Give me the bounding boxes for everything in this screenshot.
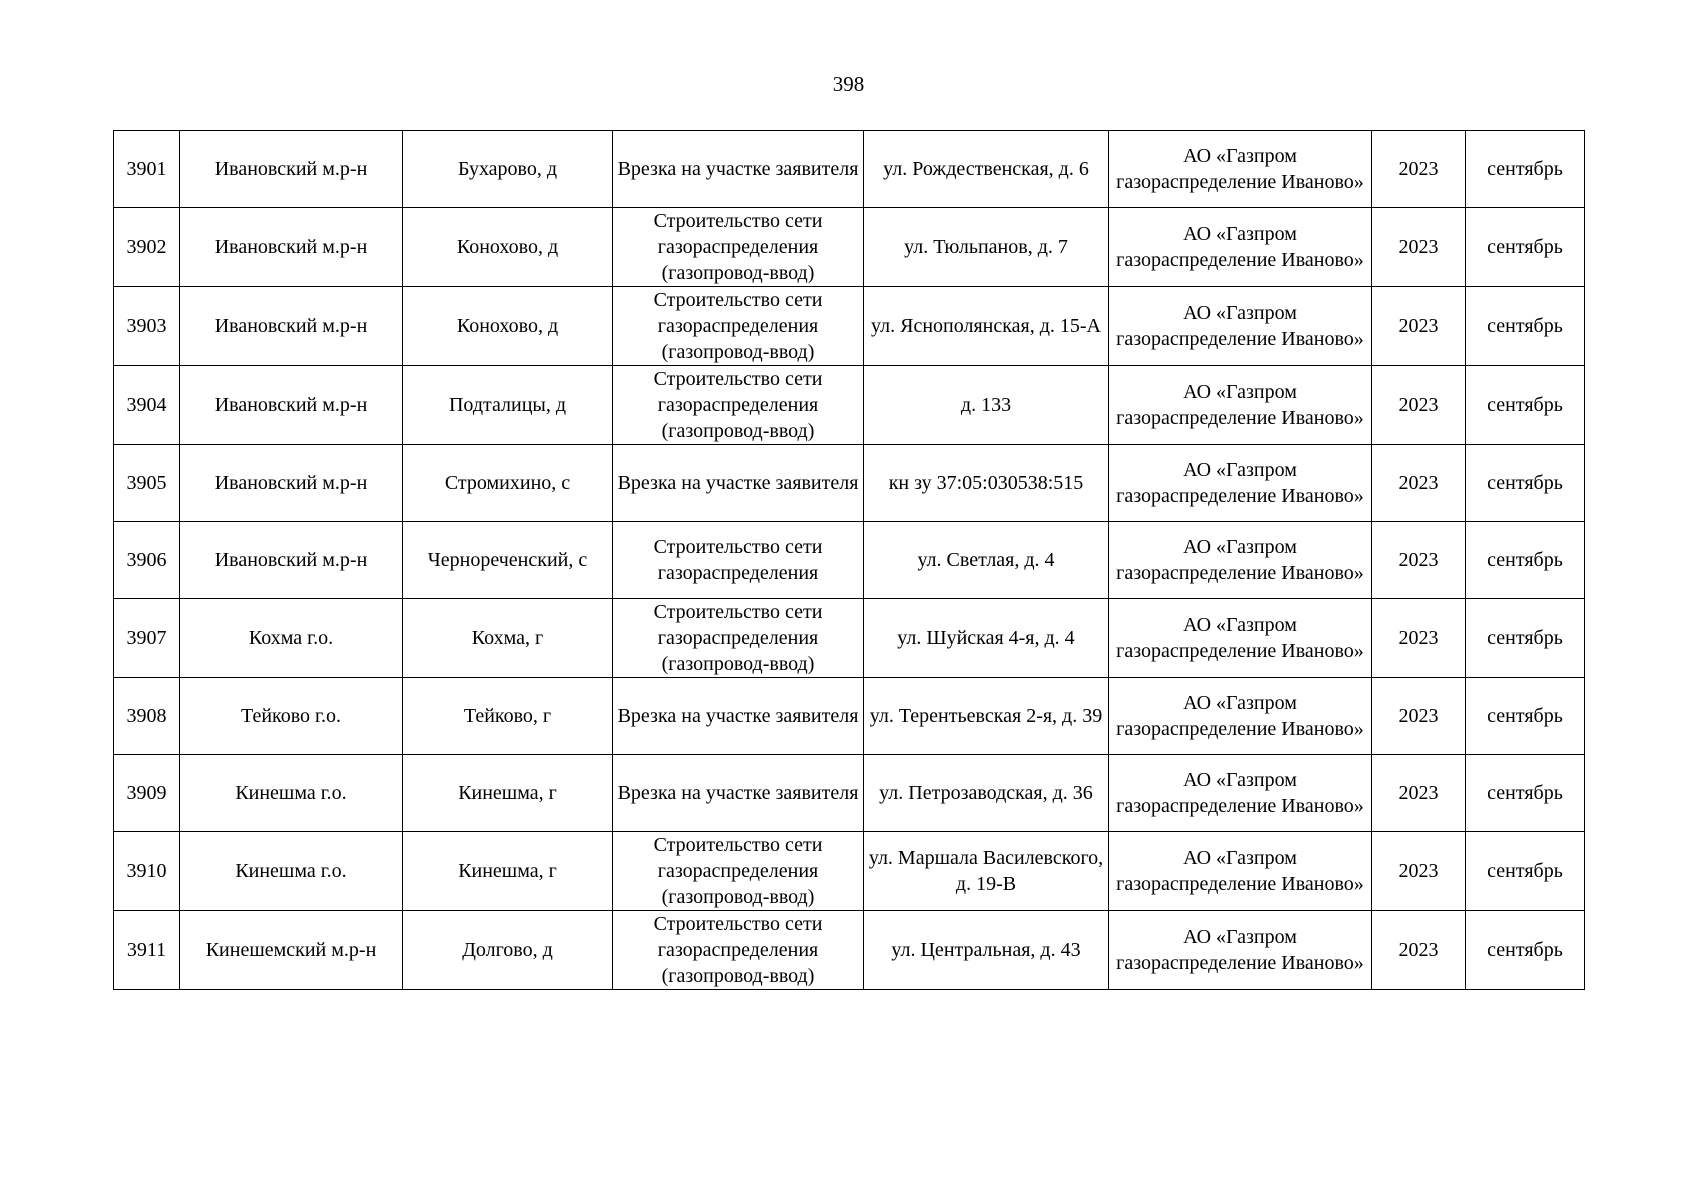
year-cell: 2023 xyxy=(1372,832,1466,911)
district-cell: Ивановский м.р-н xyxy=(180,445,403,522)
locality-cell: Подталицы, д xyxy=(403,366,613,445)
district-cell: Ивановский м.р-н xyxy=(180,208,403,287)
district-cell: Кинешма г.о. xyxy=(180,832,403,911)
row-number-cell: 3903 xyxy=(114,287,180,366)
row-number-cell: 3901 xyxy=(114,131,180,208)
row-number-cell: 3904 xyxy=(114,366,180,445)
address-cell: ул. Светлая, д. 4 xyxy=(864,522,1109,599)
table-row xyxy=(114,287,1585,366)
locality-cell: Чернореченский, с xyxy=(403,522,613,599)
address-cell: ул. Шуйская 4-я, д. 4 xyxy=(864,599,1109,678)
row-number-cell: 3906 xyxy=(114,522,180,599)
row-number-cell: 3905 xyxy=(114,445,180,522)
year-cell: 2023 xyxy=(1372,755,1466,832)
organization-cell: АО «Газпром газораспределение Иваново» xyxy=(1109,522,1372,599)
organization-cell: АО «Газпром газораспределение Иваново» xyxy=(1109,678,1372,755)
month-cell: сентябрь xyxy=(1466,131,1585,208)
month-cell: сентябрь xyxy=(1466,599,1585,678)
address-cell: ул. Маршала Василевского, д. 19-В xyxy=(864,832,1109,911)
locality-cell: Конохово, д xyxy=(403,208,613,287)
year-cell: 2023 xyxy=(1372,366,1466,445)
table-row xyxy=(114,755,1585,832)
work-type-cell: Строительство сети газораспределения (газопровод-ввод) xyxy=(613,599,864,678)
work-type-cell: Строительство сети газораспределения (газопровод-ввод) xyxy=(613,832,864,911)
locality-cell: Стромихино, с xyxy=(403,445,613,522)
month-cell: сентябрь xyxy=(1466,208,1585,287)
organization-cell: АО «Газпром газораспределение Иваново» xyxy=(1109,366,1372,445)
year-cell: 2023 xyxy=(1372,208,1466,287)
table-row xyxy=(114,832,1585,911)
row-number-cell: 3909 xyxy=(114,755,180,832)
work-type-cell: Врезка на участке заявителя xyxy=(613,678,864,755)
register-table xyxy=(113,130,1585,990)
address-cell: ул. Тюльпанов, д. 7 xyxy=(864,208,1109,287)
year-cell: 2023 xyxy=(1372,287,1466,366)
address-cell: ул. Яснополянская, д. 15-А xyxy=(864,287,1109,366)
address-cell: кн зу 37:05:030538:515 xyxy=(864,445,1109,522)
organization-cell: АО «Газпром газораспределение Иваново» xyxy=(1109,131,1372,208)
work-type-cell: Врезка на участке заявителя xyxy=(613,445,864,522)
table-row xyxy=(114,131,1585,208)
locality-cell: Бухарово, д xyxy=(403,131,613,208)
locality-cell: Кинешма, г xyxy=(403,755,613,832)
table-row xyxy=(114,599,1585,678)
page-number: 398 xyxy=(832,72,865,96)
year-cell: 2023 xyxy=(1372,131,1466,208)
address-cell: ул. Петрозаводская, д. 36 xyxy=(864,755,1109,832)
district-cell: Тейково г.о. xyxy=(180,678,403,755)
district-cell: Кохма г.о. xyxy=(180,599,403,678)
month-cell: сентябрь xyxy=(1466,522,1585,599)
work-type-cell: Врезка на участке заявителя xyxy=(613,131,864,208)
month-cell: сентябрь xyxy=(1466,366,1585,445)
work-type-cell: Строительство сети газораспределения (газопровод-ввод) xyxy=(613,287,864,366)
table-row xyxy=(114,366,1585,445)
locality-cell: Долгово, д xyxy=(403,911,613,990)
organization-cell: АО «Газпром газораспределение Иваново» xyxy=(1109,445,1372,522)
address-cell: ул. Центральная, д. 43 xyxy=(864,911,1109,990)
organization-cell: АО «Газпром газораспределение Иваново» xyxy=(1109,755,1372,832)
locality-cell: Тейково, г xyxy=(403,678,613,755)
row-number-cell: 3908 xyxy=(114,678,180,755)
table-row xyxy=(114,911,1585,990)
month-cell: сентябрь xyxy=(1466,678,1585,755)
month-cell: сентябрь xyxy=(1466,445,1585,522)
table-row xyxy=(114,678,1585,755)
district-cell: Ивановский м.р-н xyxy=(180,366,403,445)
month-cell: сентябрь xyxy=(1466,287,1585,366)
organization-cell: АО «Газпром газораспределение Иваново» xyxy=(1109,208,1372,287)
organization-cell: АО «Газпром газораспределение Иваново» xyxy=(1109,287,1372,366)
district-cell: Кинешемский м.р-н xyxy=(180,911,403,990)
district-cell: Ивановский м.р-н xyxy=(180,287,403,366)
district-cell: Ивановский м.р-н xyxy=(180,131,403,208)
district-cell: Кинешма г.о. xyxy=(180,755,403,832)
locality-cell: Конохово, д xyxy=(403,287,613,366)
row-number-cell: 3911 xyxy=(114,911,180,990)
locality-cell: Кинешма, г xyxy=(403,832,613,911)
address-cell: д. 133 xyxy=(864,366,1109,445)
work-type-cell: Врезка на участке заявителя xyxy=(613,755,864,832)
month-cell: сентябрь xyxy=(1466,911,1585,990)
work-type-cell: Строительство сети газораспределения (газопровод-ввод) xyxy=(613,911,864,990)
organization-cell: АО «Газпром газораспределение Иваново» xyxy=(1109,832,1372,911)
work-type-cell: Строительство сети газораспределения (газопровод-ввод) xyxy=(613,366,864,445)
year-cell: 2023 xyxy=(1372,599,1466,678)
year-cell: 2023 xyxy=(1372,522,1466,599)
table-row xyxy=(114,445,1585,522)
locality-cell: Кохма, г xyxy=(403,599,613,678)
year-cell: 2023 xyxy=(1372,445,1466,522)
year-cell: 2023 xyxy=(1372,911,1466,990)
organization-cell: АО «Газпром газораспределение Иваново» xyxy=(1109,911,1372,990)
row-number-cell: 3910 xyxy=(114,832,180,911)
month-cell: сентябрь xyxy=(1466,832,1585,911)
address-cell: ул. Терентьевская 2-я, д. 39 xyxy=(864,678,1109,755)
district-cell: Ивановский м.р-н xyxy=(180,522,403,599)
register-table-body xyxy=(114,131,1585,990)
year-cell: 2023 xyxy=(1372,678,1466,755)
table-row xyxy=(114,522,1585,599)
table-row xyxy=(114,208,1585,287)
work-type-cell: Строительство сети газораспределения (газопровод-ввод) xyxy=(613,208,864,287)
row-number-cell: 3907 xyxy=(114,599,180,678)
row-number-cell: 3902 xyxy=(114,208,180,287)
work-type-cell: Строительство сети газораспределения xyxy=(613,522,864,599)
organization-cell: АО «Газпром газораспределение Иваново» xyxy=(1109,599,1372,678)
address-cell: ул. Рождественская, д. 6 xyxy=(864,131,1109,208)
month-cell: сентябрь xyxy=(1466,755,1585,832)
